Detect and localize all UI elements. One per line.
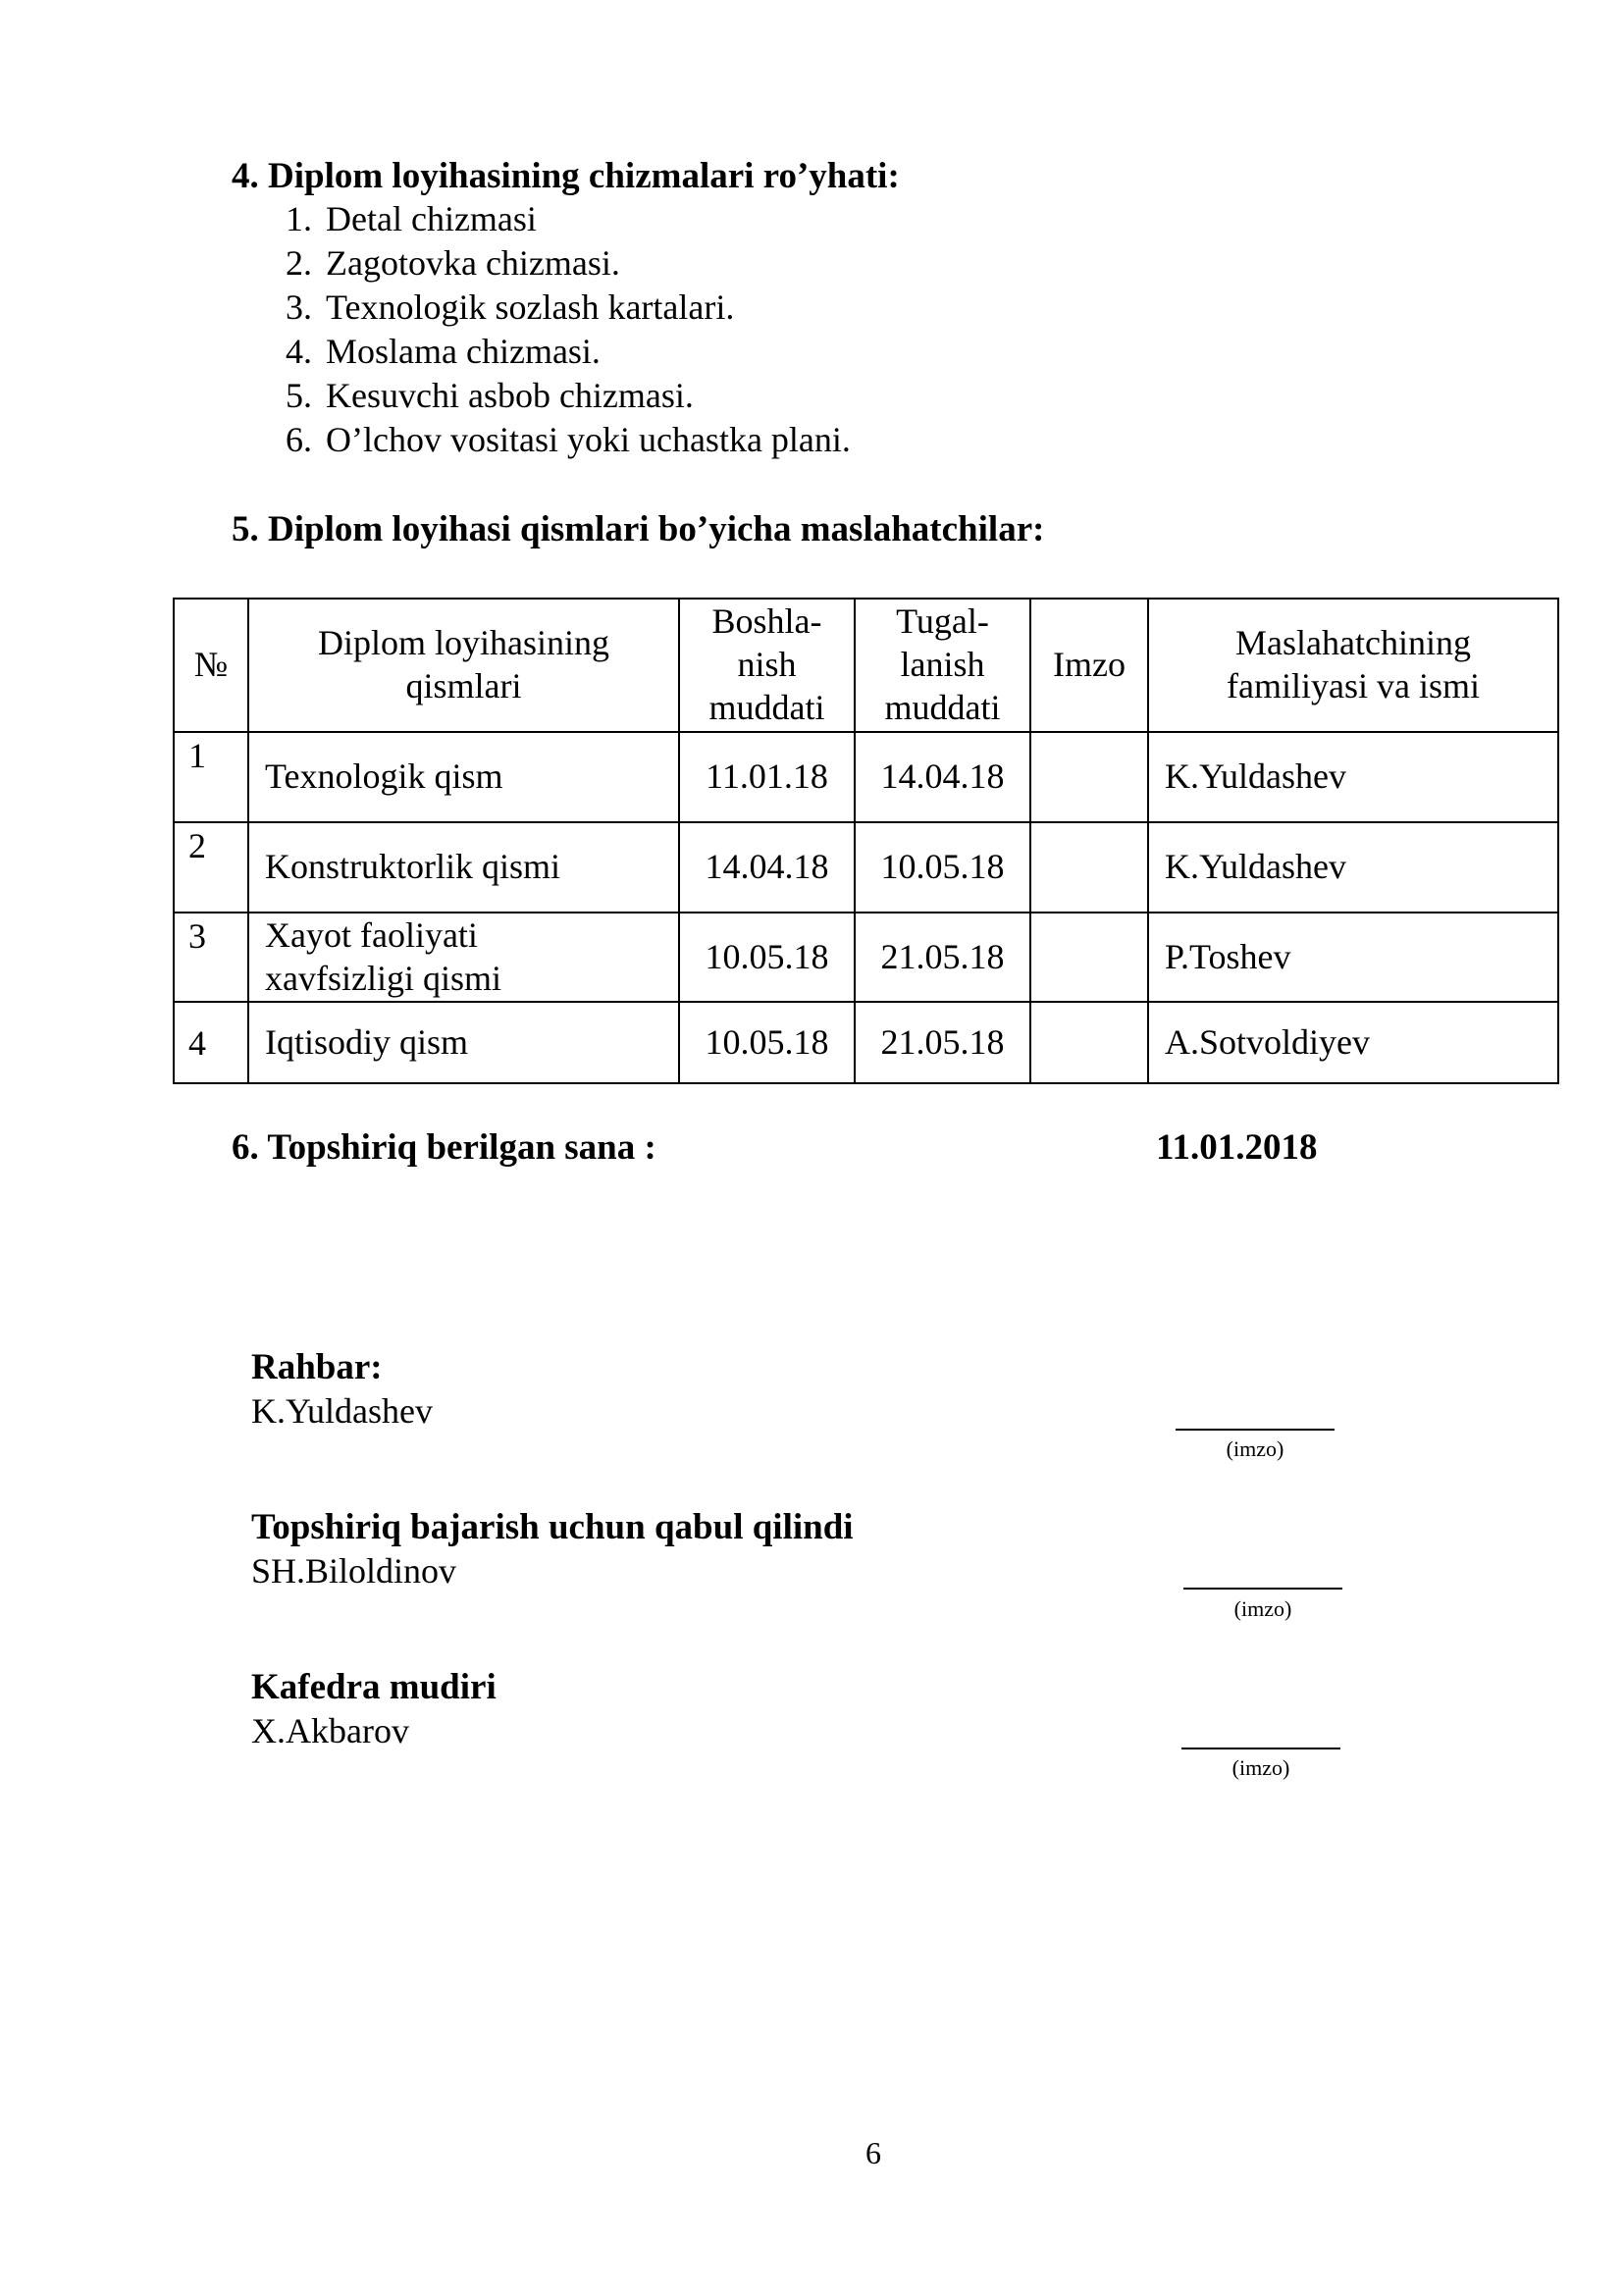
signature-title-head: Kafedra mudiri xyxy=(251,1667,497,1707)
list-item-number: 6. xyxy=(286,420,312,459)
row-start-date: 14.04.18 xyxy=(679,822,855,913)
row-number: 3 xyxy=(174,913,248,1002)
row-part: Konstruktorlik qismi xyxy=(248,822,679,913)
row-advisor: A.Sotvoldiyev xyxy=(1148,1002,1558,1083)
list-item-text: Detal chizmasi xyxy=(326,199,537,238)
signature-title-supervisor: Rahbar: xyxy=(251,1347,383,1387)
row-start-date: 11.01.18 xyxy=(679,732,855,822)
signature-name-head: X.Akbarov xyxy=(251,1711,409,1750)
header-advisor xyxy=(1148,599,1558,732)
list-item-text: Moslama chizmasi. xyxy=(326,332,601,371)
row-end-date: 21.05.18 xyxy=(855,1002,1030,1083)
list-item xyxy=(265,331,601,372)
header-end-date xyxy=(855,599,1030,732)
row-start-date: 10.05.18 xyxy=(679,913,855,1002)
header-start-line: Boshla- xyxy=(711,601,822,642)
list-item xyxy=(265,419,851,460)
list-item xyxy=(265,198,537,239)
list-item xyxy=(265,242,620,284)
header-end-line: muddati xyxy=(884,687,1001,727)
row-end-date: 10.05.18 xyxy=(855,822,1030,913)
row-end-date: 14.04.18 xyxy=(855,732,1030,822)
table-row xyxy=(174,1002,1558,1083)
advisors-table xyxy=(173,598,1559,1084)
header-part-line: Diplom loyihasining xyxy=(318,623,609,663)
row-signature xyxy=(1030,1002,1148,1083)
row-part xyxy=(248,913,679,1002)
header-start-line: muddati xyxy=(708,687,825,727)
list-item-number: 1. xyxy=(286,199,312,238)
row-signature xyxy=(1030,822,1148,913)
list-item xyxy=(265,375,694,416)
row-part-line: Xayot faoliyati xyxy=(265,914,478,955)
header-part xyxy=(248,599,679,732)
signature-line xyxy=(1176,1429,1335,1431)
list-item-number: 3. xyxy=(286,287,312,327)
list-item-text: Zagotovka chizmasi. xyxy=(326,243,620,283)
row-signature xyxy=(1030,732,1148,822)
list-item-number: 2. xyxy=(286,243,312,283)
row-signature xyxy=(1030,913,1148,1002)
header-start-line: nish xyxy=(737,645,797,685)
section-4-heading: 4. Diplom loyihasining chizmalari ro’yhati: xyxy=(232,156,900,196)
row-end-date: 21.05.18 xyxy=(855,913,1030,1002)
row-advisor: P.Toshev xyxy=(1148,913,1558,1002)
row-part-line: xavfsizligi qismi xyxy=(265,958,501,998)
row-number: 1 xyxy=(174,732,248,822)
signature-caption: (imzo) xyxy=(1226,1436,1284,1461)
header-advisor-line: familiyasi va ismi xyxy=(1227,666,1480,705)
header-end-line: Tugal- xyxy=(896,601,989,642)
signature-caption: (imzo) xyxy=(1233,1596,1292,1621)
signature-line xyxy=(1183,1588,1342,1590)
row-part: Texnologik qism xyxy=(248,732,679,822)
row-start-date: 10.05.18 xyxy=(679,1002,855,1083)
table-row xyxy=(174,822,1558,913)
row-part: Iqtisodiy qism xyxy=(248,1002,679,1083)
signature-caption: (imzo) xyxy=(1231,1755,1290,1780)
row-advisor: K.Yuldashev xyxy=(1148,732,1558,822)
table-row xyxy=(174,913,1558,1002)
table-header-row xyxy=(174,599,1558,732)
header-start-date xyxy=(679,599,855,732)
assignment-date-value: 11.01.2018 xyxy=(1156,1127,1318,1168)
list-item-number: 5. xyxy=(286,376,312,415)
signature-name-supervisor: K.Yuldashev xyxy=(251,1391,433,1431)
page-number: 6 xyxy=(865,2135,881,2170)
header-part-line: qismlari xyxy=(405,666,522,705)
signature-line xyxy=(1181,1748,1340,1749)
header-end-line: lanish xyxy=(900,645,985,685)
row-advisor: K.Yuldashev xyxy=(1148,822,1558,913)
list-item-number: 4. xyxy=(286,332,312,371)
section-5-heading: 5. Diplom loyihasi qismlari bo’yicha maslahatchilar: xyxy=(232,509,1045,549)
row-number: 4 xyxy=(174,1002,248,1083)
table-row xyxy=(174,732,1558,822)
header-signature: Imzo xyxy=(1030,599,1148,732)
signature-title-accepted: Topshiriq bajarish uchun qabul qilindi xyxy=(251,1507,854,1547)
list-item-text: Kesuvchi asbob chizmasi. xyxy=(326,376,694,415)
header-number: № xyxy=(174,599,248,732)
list-item xyxy=(265,287,734,328)
header-advisor-line: Maslahatchining xyxy=(1235,623,1471,663)
assignment-date-label: 6. Topshiriq berilgan sana : xyxy=(232,1127,656,1168)
row-number: 2 xyxy=(174,822,248,913)
list-item-text: O’lchov vositasi yoki uchastka plani. xyxy=(326,420,851,459)
signature-name-accepted: SH.Biloldinov xyxy=(251,1551,457,1591)
list-item-text: Texnologik sozlash kartalari. xyxy=(326,287,735,327)
